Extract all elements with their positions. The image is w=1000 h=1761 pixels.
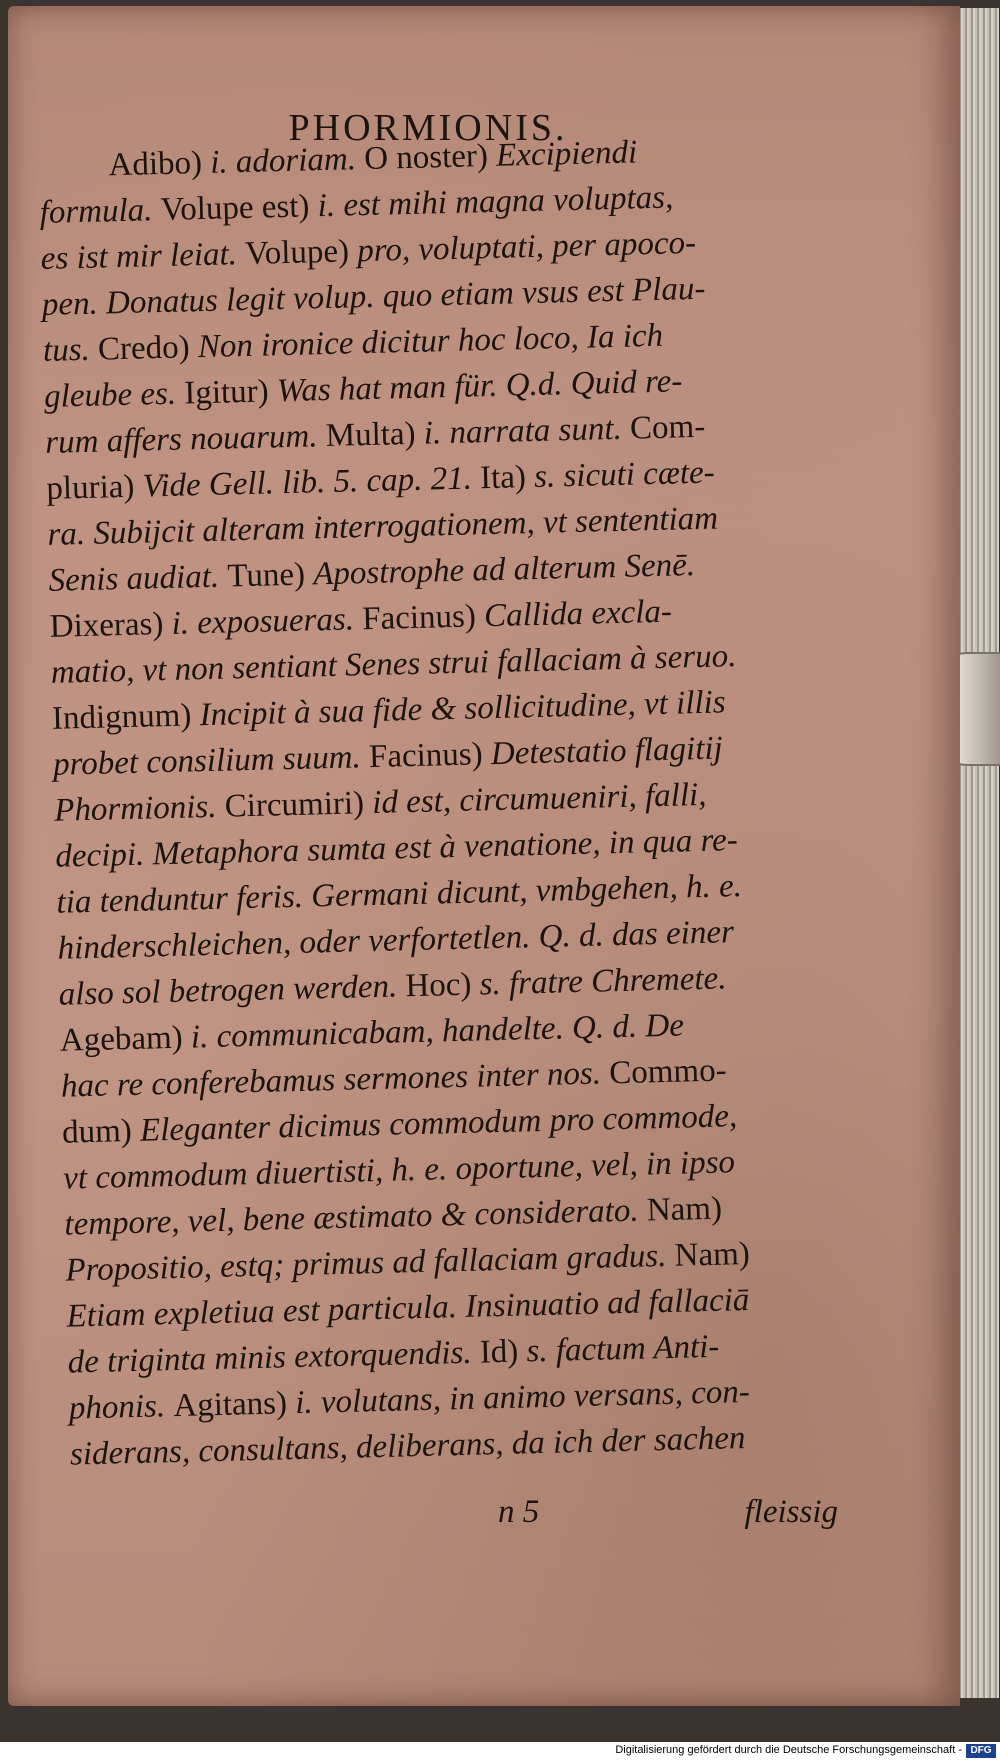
lemma-text: Ita) <box>479 458 535 497</box>
running-head: PHORMIONIS. <box>288 107 568 149</box>
commentary-text: Etiam expletiua est particula. Insinuatio ad fallaciā <box>66 1281 750 1335</box>
lemma-text: Agitans) <box>172 1385 296 1425</box>
commentary-text: Incipit à sua fide & sollicitudine, vt illis <box>199 684 726 734</box>
commentary-text: also sol betrogen werden. <box>58 968 406 1013</box>
lemma-text: Com- <box>629 408 706 447</box>
commentary-text-block <box>38 124 870 1477</box>
commentary-text: s. sicuti cæte- <box>533 454 716 495</box>
commentary-text: i. communicabam, handelte. Q. d. De <box>190 1007 685 1056</box>
book-page-edges <box>955 8 999 1698</box>
digitization-credit-bar <box>0 1742 1000 1761</box>
catchword: fleissig <box>744 1494 838 1530</box>
commentary-text: probet consilium suum. <box>52 739 370 783</box>
page-footer <box>8 1494 838 1540</box>
commentary-text: pro, voluptati, per apoco- <box>356 224 697 270</box>
commentary-text: id est, circumueniri, falli, <box>371 776 707 822</box>
lemma-text: Circumiri) <box>224 785 373 825</box>
lemma-text: Credo) <box>97 329 199 368</box>
commentary-text: i. est mihi magna voluptas, <box>317 179 674 225</box>
lemma-text: dum) <box>61 1112 141 1151</box>
commentary-text: Senis audiat. <box>48 558 228 599</box>
commentary-text: tempore, vel, bene æstimato & considerato. <box>63 1192 648 1243</box>
commentary-text: Propositio, estq; primus ad fallaciam gradus. <box>65 1237 676 1289</box>
commentary-text: s. fratre Chremete. <box>479 960 727 1003</box>
commentary-text: matio, vt non sentiant Senes strui fallaciam à seruo. <box>50 638 737 691</box>
commentary-text: formula. <box>39 192 162 231</box>
commentary-text: Apostrophe ad alterum Senē. <box>312 547 696 593</box>
lemma-text: Volupe est) <box>160 188 319 229</box>
lemma-text: O noster) <box>363 137 497 178</box>
dfg-credit-text: Digitalisierung gefördert durch die Deutsche Forschungsgemeinschaft - <box>615 1744 962 1756</box>
commentary-text: Excipiendi <box>495 134 638 174</box>
lemma-text: Facinus) <box>361 598 485 638</box>
commentary-text: Vide Gell. lib. 5. cap. 21. <box>142 460 481 505</box>
commentary-text: pen. Donatus legit volup. quo etiam vsus est Plau- <box>41 270 706 323</box>
commentary-text: gleube es. <box>43 375 185 415</box>
commentary-text: i. adoriam. <box>209 141 365 181</box>
commentary-text: phonis. <box>68 1388 174 1427</box>
commentary-text: hinderschleichen, oder verfortetlen. Q. d. das einer <box>57 914 735 967</box>
lemma-text: Adibo) <box>108 144 211 184</box>
commentary-text: vt commodum diuertisti, h. e. oportune, vel, in ipso <box>62 1144 736 1197</box>
lemma-text: Hoc) <box>405 966 481 1005</box>
commentary-text: de triginta minis extorquendis. <box>67 1334 481 1381</box>
lemma-text: Volupe) <box>244 233 358 272</box>
commentary-text: tus. <box>42 331 99 369</box>
commentary-text: Phormionis. <box>53 788 226 829</box>
commentary-text: siderans, consultans, deliberans, da ich der sachen <box>69 1420 746 1473</box>
lemma-text: Nam) <box>674 1235 751 1274</box>
commentary-text: hac re conferebamus sermones inter nos. <box>60 1055 610 1105</box>
commentary-text: i. volutans, in animo versans, con- <box>294 1373 751 1422</box>
lemma-text: Commo- <box>608 1052 728 1092</box>
commentary-text: i. narrata sunt. <box>423 410 631 452</box>
commentary-text: Detestatio flagitij <box>490 730 724 773</box>
commentary-text: decipi. Metaphora sumta est à venatione, in qua re- <box>54 822 739 875</box>
commentary-text: Was hat man für. Q.d. Quid re- <box>276 363 683 410</box>
signature-mark: n 5 <box>498 1494 540 1530</box>
lemma-text: Indignum) <box>51 697 201 737</box>
lemma-text: Multa) <box>325 415 425 455</box>
commentary-text: s. factum Anti- <box>526 1328 720 1370</box>
lemma-text: Dixeras) <box>49 605 173 645</box>
dfg-logo: DFG <box>966 1744 996 1758</box>
lemma-text: Agebam) <box>59 1019 192 1059</box>
lemma-text: Nam) <box>646 1190 723 1229</box>
lemma-text: Igitur) <box>183 373 278 412</box>
commentary-text: ra. Subijcit alteram interrogationem, vt sententiam <box>47 500 719 553</box>
lemma-text: Id) <box>479 1333 527 1371</box>
commentary-text: rum affers nouarum. <box>44 418 327 461</box>
lemma-text: Facinus) <box>368 736 492 776</box>
commentary-text: Non ironice dicitur hoc loco, Ia ich <box>197 317 664 366</box>
commentary-text: tia tenduntur feris. Germani dicunt, vmbgehen, h. e. <box>56 868 743 921</box>
commentary-text: i. exposueras. <box>171 601 363 642</box>
lemma-text: pluria) <box>45 468 144 507</box>
book-page <box>8 6 960 1706</box>
commentary-text: es ist mir leiat. <box>40 235 246 277</box>
commentary-text: Callida excla- <box>483 593 673 635</box>
lemma-text: Tune) <box>226 556 314 595</box>
commentary-text: Eleganter dicimus commodum pro commode, <box>139 1098 738 1149</box>
